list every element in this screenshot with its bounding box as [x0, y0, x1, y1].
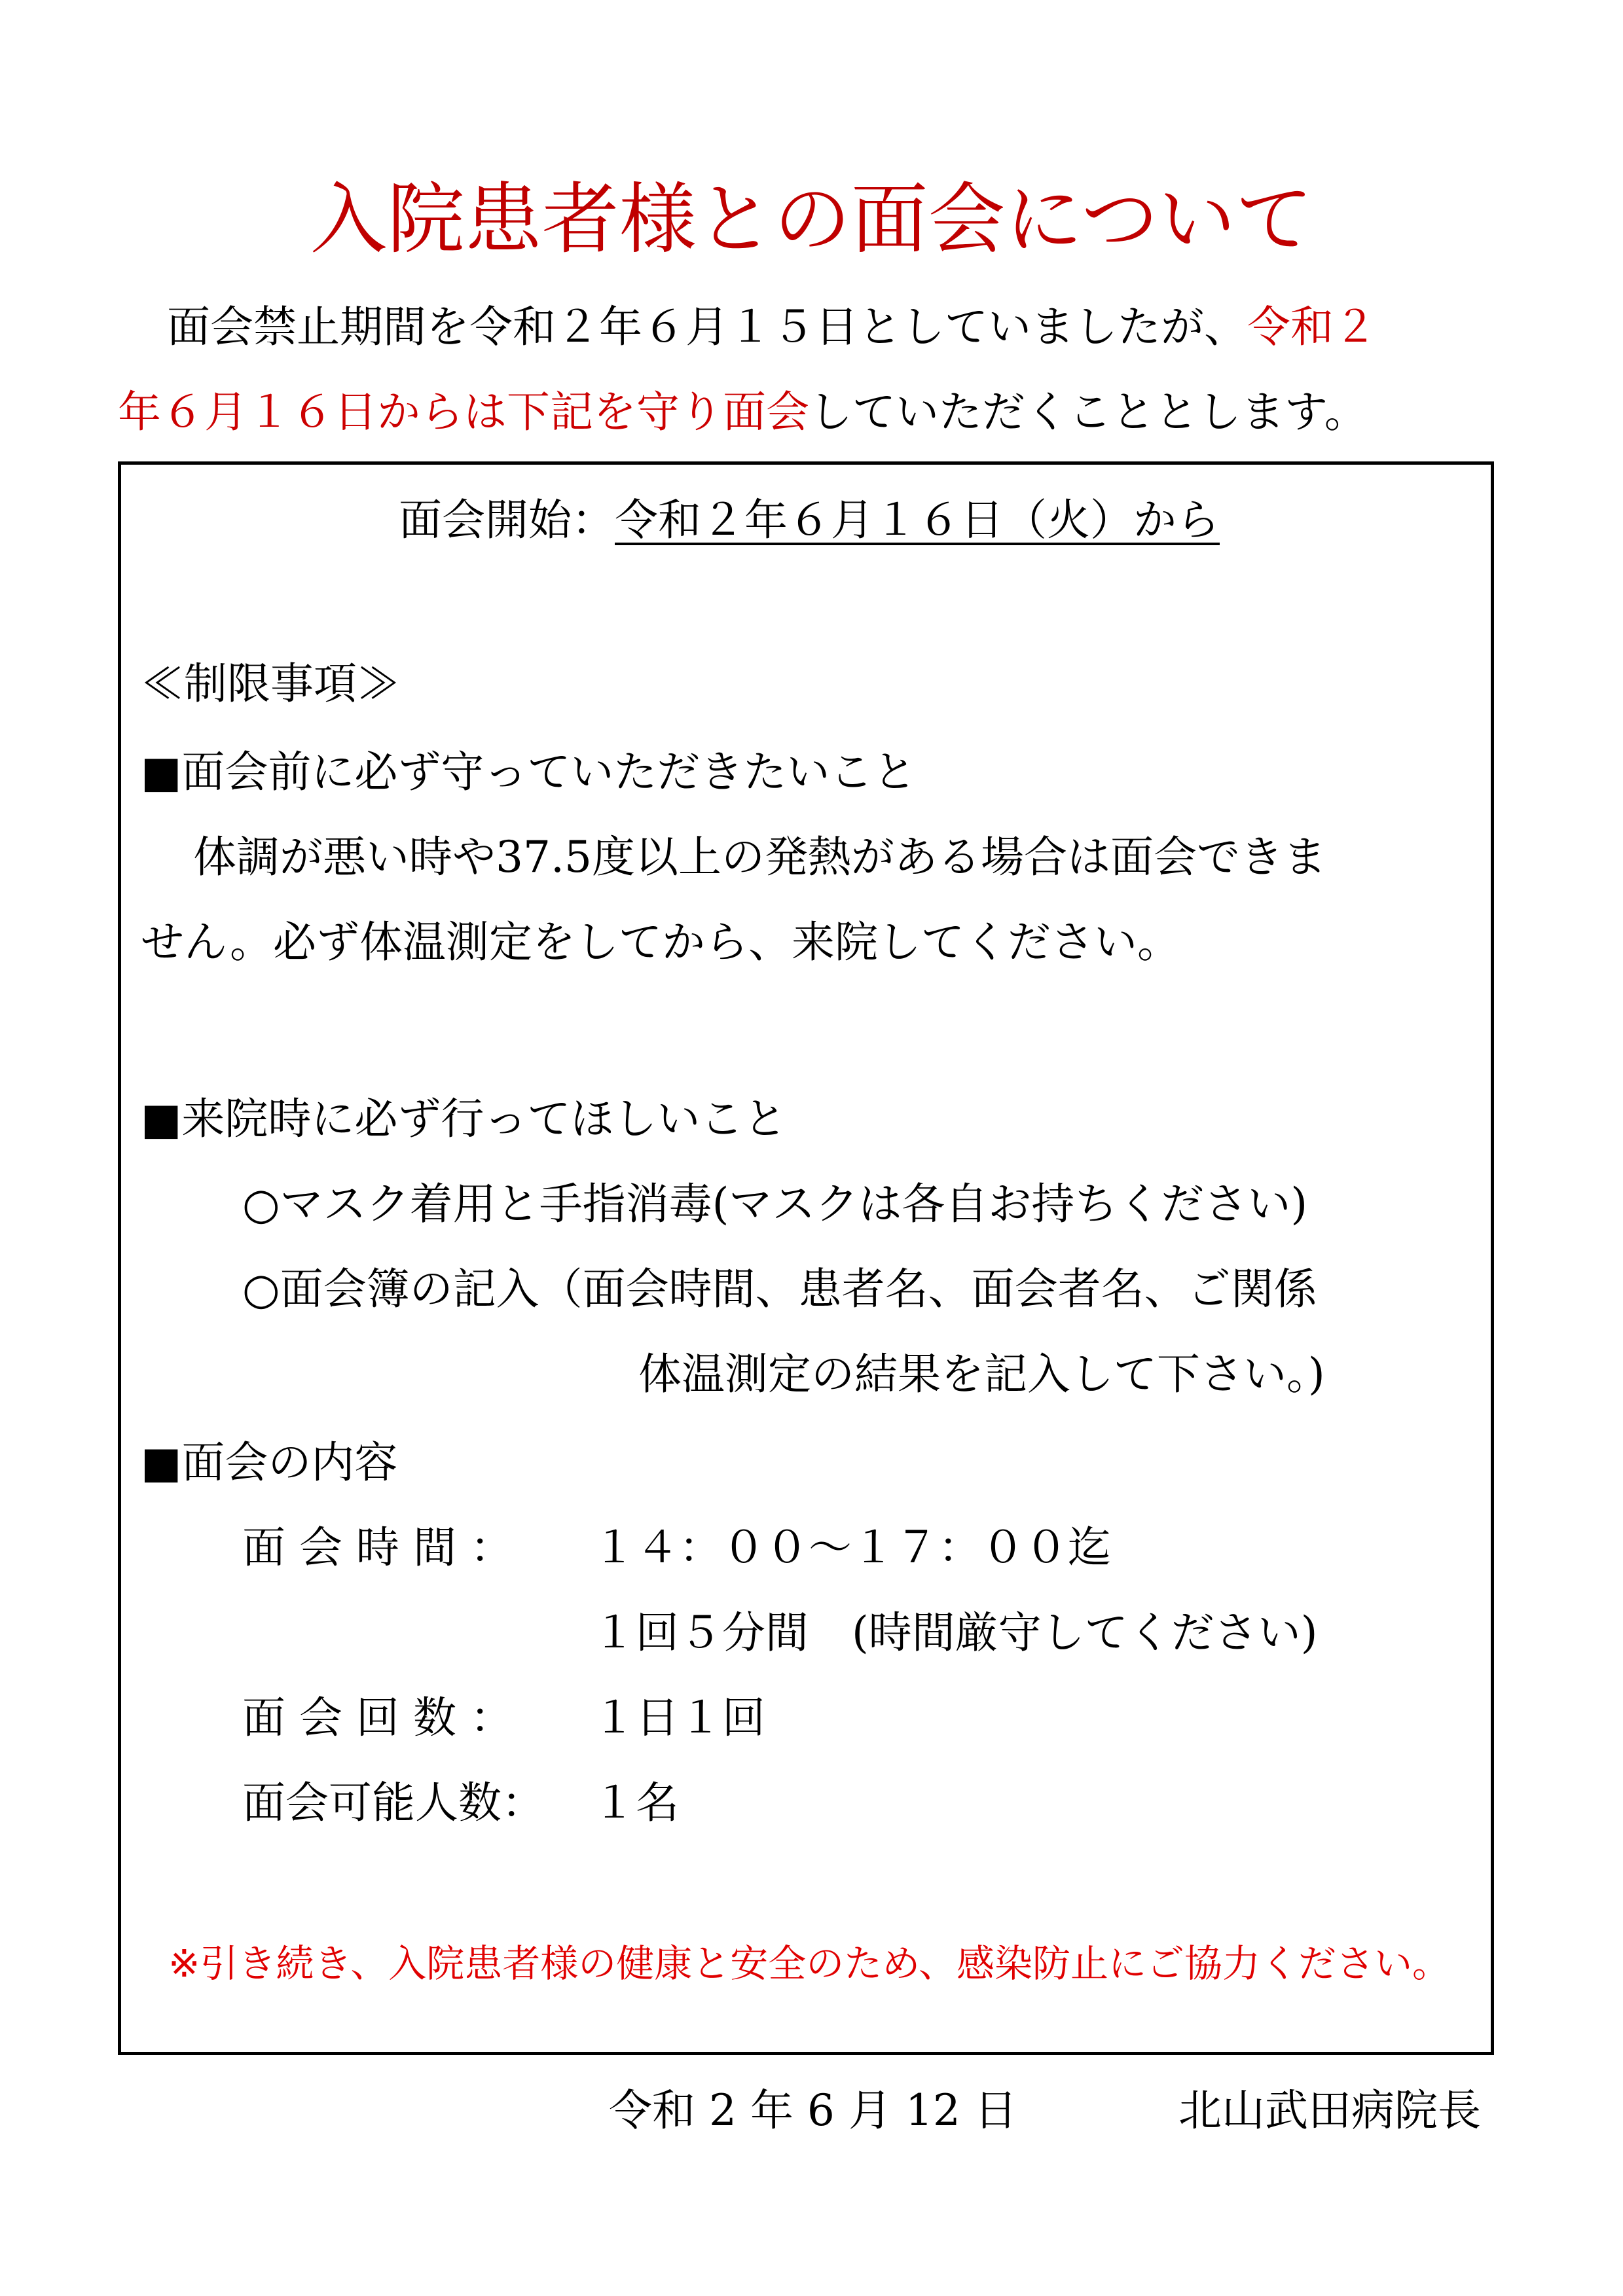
intro-text: していただくこととします。 — [809, 387, 1368, 437]
page-title: 入院患者様との面会について — [310, 174, 1313, 264]
list-item: 体温測定の結果を記入して下さい。) — [638, 1349, 1325, 1399]
infection-prevention-note: ※引き続き、入院患者様の健康と安全のため、感染防止にご協力ください。 — [168, 1941, 1450, 1986]
notice-box — [118, 461, 1494, 2055]
intro-highlight: 令和２ — [1247, 302, 1377, 352]
section-on-arrival-heading: ■来院時に必ず行ってほしいこと — [141, 1094, 787, 1144]
intro-text: 面会禁止期間を令和２年６月１５日としていましたが、 — [167, 302, 1247, 352]
visit-time-label: 面 会 時 間 ： — [242, 1522, 513, 1573]
list-item: ○面会簿の記入（面会時間、患者名、面会者名、ご関係 — [242, 1264, 1317, 1314]
section-before-visit-heading: ■面会前に必ず守っていただきたいこと — [141, 747, 917, 797]
intro-highlight: 年６月１６日からは下記を守り面会 — [118, 387, 809, 437]
visit-people-label: 面会可能人数： — [242, 1778, 545, 1828]
footer-signature: 北山武田病院長 — [1178, 2085, 1481, 2136]
visit-count-label: 面 会 回 数 ： — [242, 1693, 513, 1743]
section-before-visit-body: 体調が悪い時や37.5度以上の発熱がある場合は面会できま — [193, 832, 1326, 882]
visit-start-label: 面会開始： — [399, 495, 615, 545]
section-visit-details-heading: ■面会の内容 — [141, 1437, 398, 1488]
intro-line-2 — [118, 383, 1368, 442]
visit-time-note: １回５分間 (時間厳守してください) — [593, 1607, 1318, 1658]
visit-start — [121, 491, 1497, 550]
visit-start-date: 令和２年６月１６日（火）から — [615, 495, 1220, 545]
visit-time-value: １４：００～１７：００迄 — [593, 1522, 1111, 1573]
restrictions-heading: ≪制限事項≫ — [141, 658, 400, 709]
footer-date: 令和 2 年 6 月 12 日 — [609, 2085, 1017, 2136]
intro-line-1 — [167, 298, 1377, 357]
visit-people-value: １名 — [593, 1778, 679, 1828]
visit-count-value: １日１回 — [593, 1693, 765, 1743]
section-before-visit-body: せん。必ず体温測定をしてから、来院してください。 — [141, 917, 1180, 967]
list-item: ○マスク着用と手指消毒(マスクは各自お持ちください) — [242, 1179, 1308, 1229]
